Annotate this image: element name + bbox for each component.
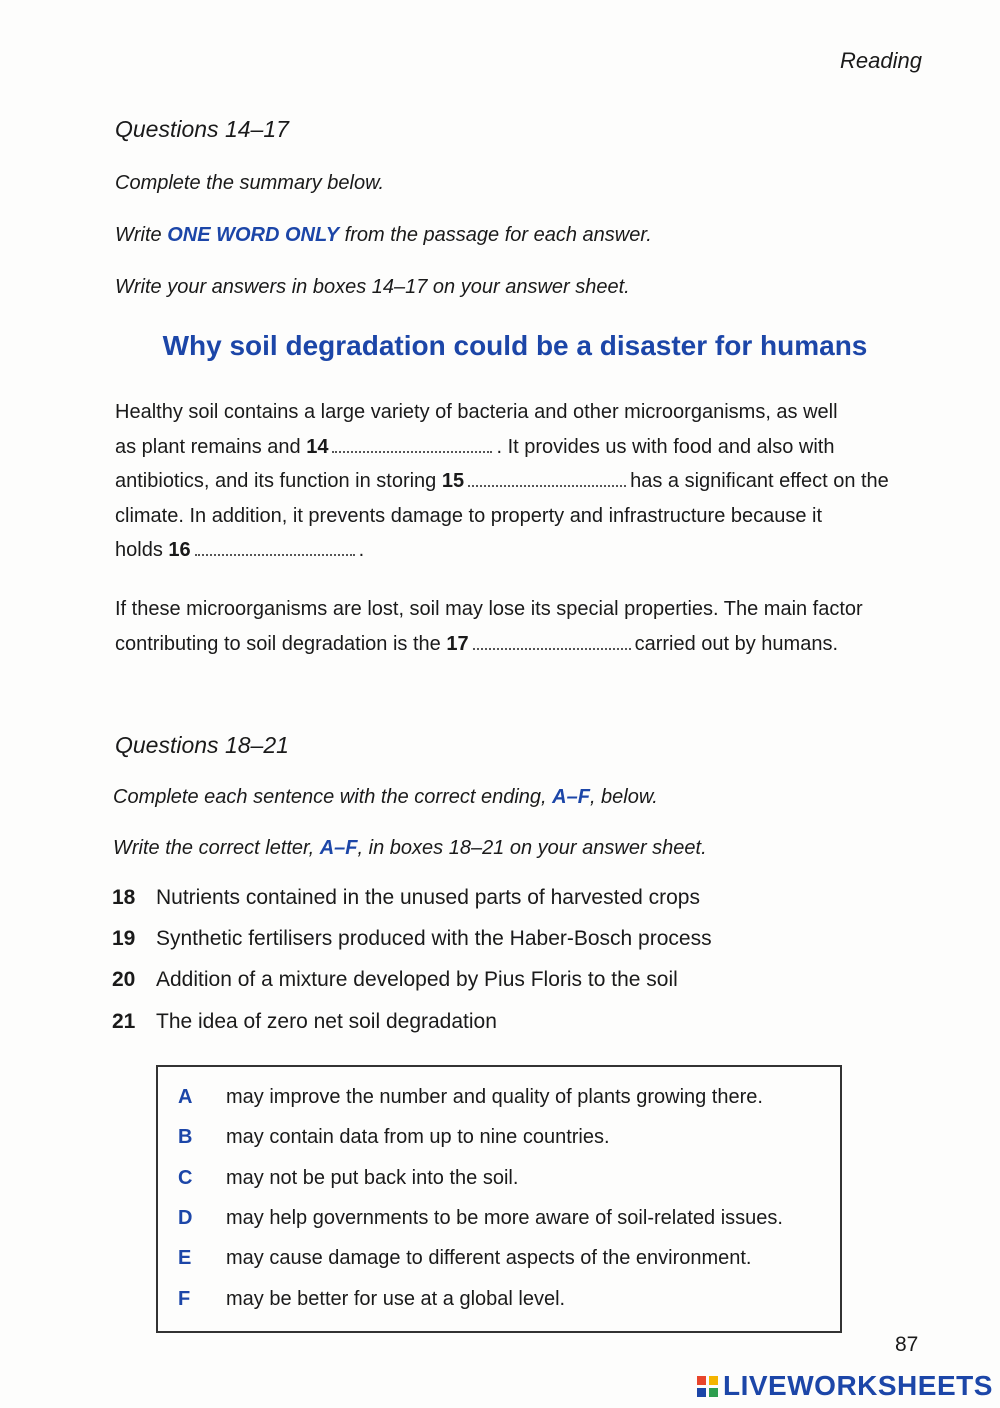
- instr-emphasis: A–F: [319, 837, 358, 859]
- answer-gap-17[interactable]: [473, 630, 631, 650]
- ending-text: may improve the number and quality of plants growing there.: [226, 1086, 763, 1108]
- ending-letter: F: [178, 1288, 191, 1310]
- question-number: 18: [112, 886, 136, 909]
- page-number: 87: [895, 1333, 919, 1356]
- ending-b: [178, 1126, 610, 1149]
- ending-text: may help governments to be more aware of soil-related issues.: [226, 1207, 783, 1229]
- instr-text: Write: [115, 224, 168, 246]
- ending-text: may contain data from up to nine countries.: [226, 1126, 610, 1148]
- summary-text: .: [358, 539, 365, 561]
- ending-letter: E: [178, 1247, 192, 1269]
- summary-line: If these microorganisms are lost, soil may lose its special properties. The main factor: [115, 598, 863, 620]
- logo-grid-icon: [697, 1376, 719, 1398]
- section2-instruction-1: [113, 786, 658, 809]
- section1-instruction-2: [115, 224, 652, 247]
- summary-text: contributing to soil degradation is the: [115, 632, 447, 655]
- section2-heading: Questions 18–21: [115, 732, 289, 758]
- question-text: Nutrients contained in the unused parts of harvested crops: [156, 886, 700, 909]
- answer-gap-15[interactable]: [468, 467, 626, 487]
- ending-c: [178, 1167, 518, 1190]
- question-number: 21: [112, 1010, 136, 1033]
- ending-letter: D: [178, 1207, 193, 1229]
- instr-text: , in boxes 18–21 on your answer sheet.: [357, 837, 707, 859]
- answer-gap-14[interactable]: [332, 433, 492, 453]
- summary-title: Why soil degradation could be a disaster for humans: [162, 330, 868, 361]
- ending-letter: B: [178, 1126, 193, 1148]
- summary-paragraph-2: [115, 592, 935, 661]
- summary-text: has a significant effect on the: [630, 470, 889, 492]
- question-21: [112, 1010, 497, 1040]
- question-19: [112, 927, 712, 957]
- instr-emphasis: ONE WORD ONLY: [167, 224, 340, 246]
- ending-letter: A: [178, 1086, 193, 1108]
- section2-instruction-2: [113, 837, 707, 860]
- running-head: Reading: [840, 48, 922, 73]
- answer-gap-16[interactable]: [195, 536, 355, 556]
- question-number: 20: [112, 968, 136, 991]
- summary-line: [115, 464, 935, 499]
- summary-text: . It provides us with food and also with: [496, 435, 835, 458]
- endings-box: [156, 1065, 842, 1333]
- question-text: The idea of zero net soil degradation: [156, 1010, 497, 1033]
- instr-text: from the passage for each answer.: [339, 224, 652, 246]
- question-18: [112, 886, 700, 916]
- ending-letter: C: [178, 1167, 193, 1189]
- logo-wordmark: LIVEWORKSHEETS: [723, 1370, 993, 1401]
- instr-text: , below.: [589, 786, 658, 808]
- ending-f: [178, 1288, 565, 1311]
- instr-text: Write the correct letter,: [113, 837, 320, 859]
- gap-number-14: 14: [306, 435, 329, 458]
- ending-d: [178, 1207, 783, 1230]
- ending-text: may not be put back into the soil.: [226, 1167, 519, 1189]
- summary-line: [115, 430, 935, 465]
- summary-text: as plant remains and: [115, 435, 307, 458]
- question-20: [112, 968, 678, 998]
- summary-line: [115, 533, 935, 568]
- section1-instruction-3: Write your answers in boxes 14–17 on your answer sheet.: [115, 276, 630, 298]
- instr-text: Complete each sentence with the correct ending,: [113, 786, 553, 808]
- summary-line: climate. In addition, it prevents damage to property and infrastructure because it: [115, 504, 823, 527]
- ending-e: [178, 1247, 752, 1270]
- summary-line: [115, 627, 935, 662]
- gap-number-17: 17: [446, 632, 469, 655]
- section1-heading: Questions 14–17: [115, 116, 289, 142]
- summary-paragraph-1: [115, 395, 935, 568]
- ending-text: may cause damage to different aspects of the environment.: [226, 1247, 752, 1269]
- gap-number-15: 15: [441, 470, 465, 492]
- summary-line: Healthy soil contains a large variety of bacteria and other microorganisms, as well: [115, 401, 838, 423]
- summary-text: antibiotics, and its function in storing: [115, 470, 442, 492]
- gap-number-16: 16: [168, 539, 191, 561]
- summary-text: carried out by humans.: [634, 632, 839, 655]
- summary-text: holds: [115, 539, 169, 561]
- question-text: Synthetic fertilisers produced with the Haber-Bosch process: [156, 927, 712, 950]
- question-text: Addition of a mixture developed by Pius Floris to the soil: [156, 968, 678, 991]
- ending-text: may be better for use at a global level.: [226, 1288, 566, 1310]
- question-number: 19: [112, 927, 136, 950]
- instr-emphasis: A–F: [552, 786, 590, 808]
- section1-instruction-1: Complete the summary below.: [115, 172, 385, 194]
- ending-a: [178, 1086, 763, 1109]
